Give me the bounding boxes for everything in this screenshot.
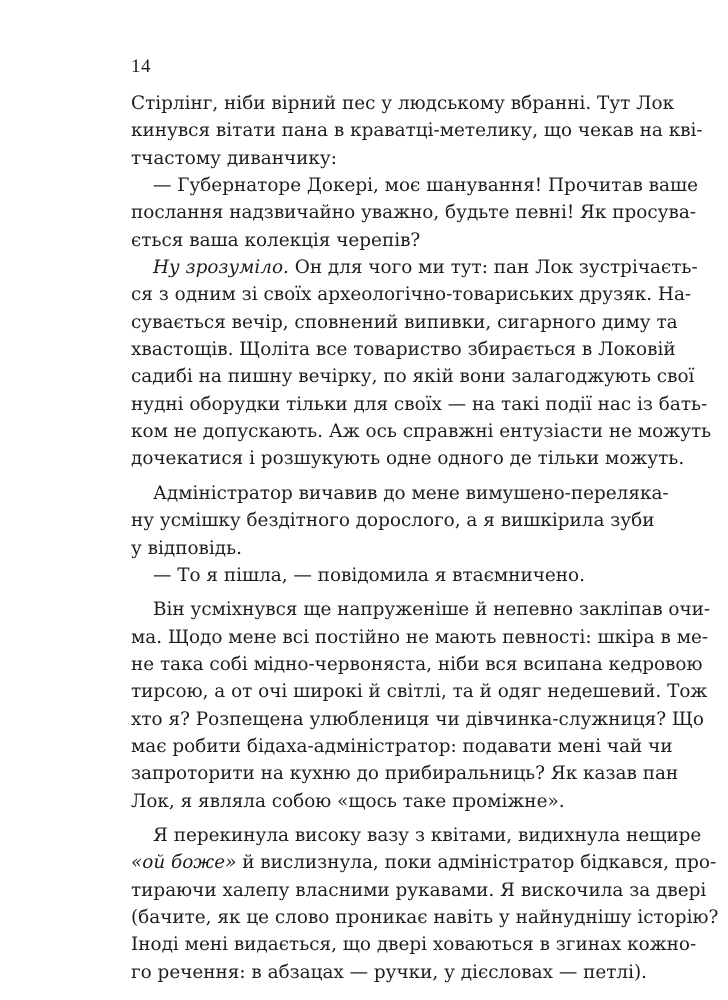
text-line: кинувся вітати пана в краватці-метелику, що чекав на кві-	[131, 120, 703, 142]
text-line: не така собі мідно-червоняста, ніби вся всипана кедровою	[131, 653, 703, 675]
text-line: хвастощів. Щоліта все товариство збирається в Локовій	[131, 339, 676, 361]
line-text: й вислизнула, поки адміністратор бідкався, про-	[236, 852, 717, 874]
text-line: (бачите, як це слово проникає навіть у найнуднішу історію?	[131, 906, 719, 928]
text-line: хто я? Розпещена улюблениця чи дівчинка-служниця? Що	[131, 708, 704, 730]
text-line: ком не допускають. Аж ось справжні ентузіасти не можуть	[131, 421, 712, 443]
text-line: тираючи халепу власними рукавами. Я вискочила за двері	[131, 879, 707, 901]
text-line: запроторити на кухню до прибиральниць? Як казав пан	[131, 763, 679, 785]
text-line: Стірлінг, ніби вірний пес у людському вбранні. Тут Лок	[131, 93, 675, 114]
text-line: нудні оборудки тільки для своїх — на такі події нас із бать-	[131, 393, 708, 415]
body-text	[131, 90, 719, 986]
text-line: тирсою, а от очі широкі й світлі, та й одяг недешевий. Тож	[131, 681, 708, 703]
page-number: 14	[131, 56, 151, 77]
text-line: у відповідь.	[131, 537, 242, 559]
text-line: ється ваша колекція черепів?	[131, 229, 421, 251]
paragraph-gap	[131, 473, 613, 480]
text-line: ся з одним зі своїх археологічно-товариських друзяк. На-	[131, 284, 692, 306]
text-line: садибі на пишну вечірку, по якій вони залагоджують свої	[131, 366, 695, 388]
text-line: послання надзвичайно уважно, будьте певні! Як просува-	[131, 202, 697, 224]
text-line: тчастому диванчику:	[131, 147, 337, 169]
text-line: Адміністратор вичавив до мене вимушено-переляка-	[153, 482, 669, 504]
text-line	[131, 849, 717, 876]
text-line: дочекатися і розшукують одне одного де тільки можуть.	[131, 448, 685, 470]
paragraph-gap	[131, 815, 613, 822]
italic-phrase: «ой боже»	[131, 852, 237, 874]
text-line: Лок, я являла собою «щось таке проміжне».	[131, 790, 565, 812]
text-line: го речення: в абзацах — ручки, у дієсловах — петлі).	[131, 961, 647, 983]
text-line: Він усміхнувся ще напруженіше й непевно закліпав очи-	[153, 599, 711, 621]
text-line: ма. Щодо мене всі постійно не мають певності: шкіра в ме-	[131, 626, 709, 648]
text-line: — Губернаторе Докері, моє шанування! Прочитав ваше	[153, 175, 698, 197]
line-text: Он для чого ми тут: пан Лок зустрічаєть-	[288, 257, 698, 279]
italic-phrase: Ну зрозуміло.	[153, 257, 289, 279]
text-line: ну усмішку бездітного дорослого, а я вишкірила зуби	[131, 510, 655, 532]
text-line	[131, 254, 698, 281]
text-line: Я перекинула високу вазу з квітами, видихнула нещире	[153, 824, 702, 846]
text-line: — То я пішла, — повідомила я втаємничено.	[153, 564, 585, 586]
text-line: Іноді мені видається, що двері ховаються в згинах кожно-	[131, 934, 697, 956]
paragraph-gap	[131, 589, 613, 596]
text-line: сувається вечір, сповнений випивки, сигарного диму та	[131, 311, 678, 333]
text-line: має робити бідаха-адміністратор: подавати мені чай чи	[131, 735, 673, 757]
